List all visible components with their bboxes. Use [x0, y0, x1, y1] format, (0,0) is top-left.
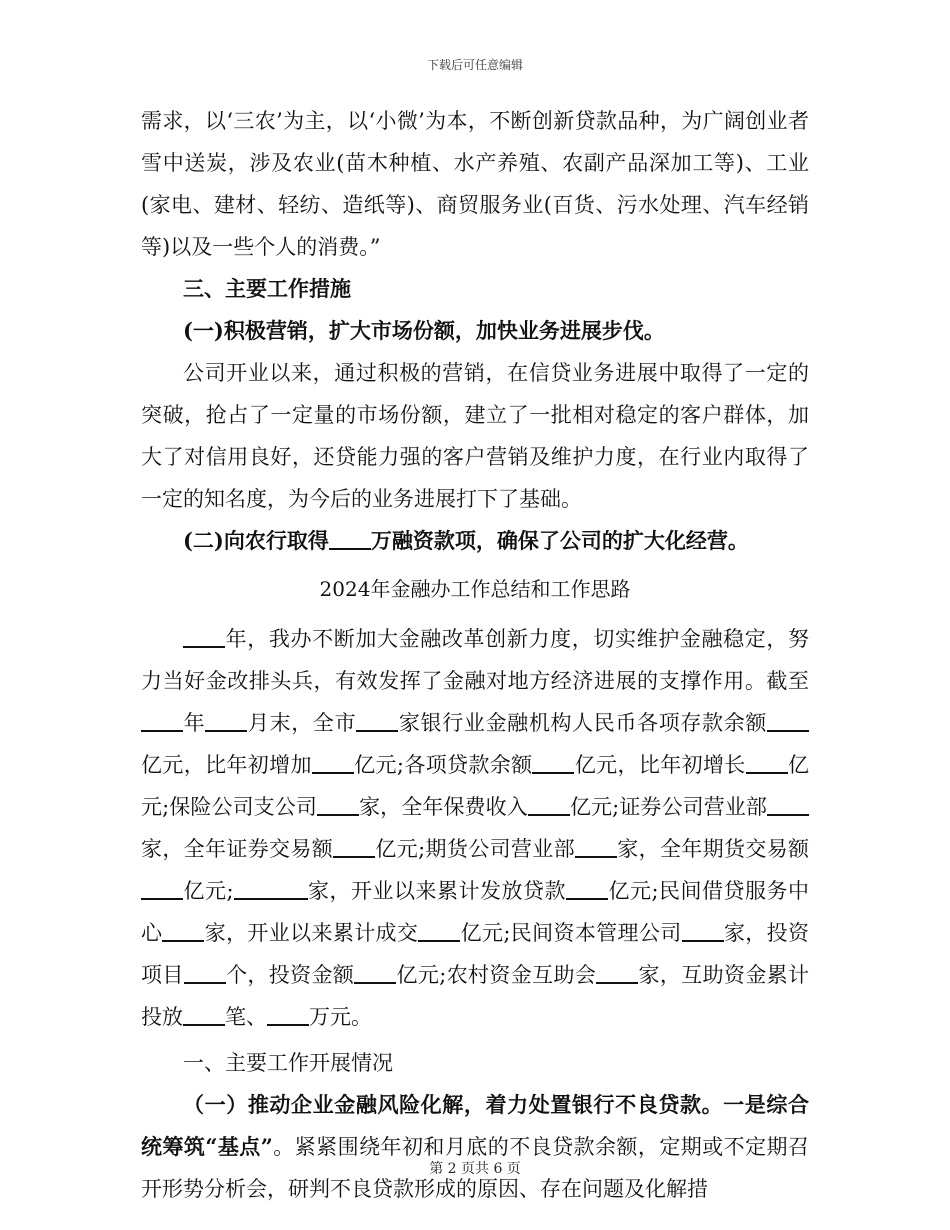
paragraph-continued: 需求，以‘三农’为主，以‘小微’为本，不断创新贷款品种，为广阔创业者雪中送炭，涉及农业(苗木种植、水产养殖、农副产品深加工等)、工业(家电、建材、轻纺、造纸等)、商贸服务业(百货、污水处理、汽车经销等)以及一些个人的消费。”	[141, 109, 809, 259]
text-run: 年，我办不断加大金融改革创新力度，切实维护金融稳定，努力当好金改排头兵，有效发挥了金融对地方经济进展的支撑作用。截至	[141, 627, 809, 693]
page-header: 下载后可任意编辑	[426, 58, 523, 72]
text-run: 笔、	[225, 1005, 267, 1029]
blank-underline	[205, 710, 247, 732]
blank-underline	[329, 528, 371, 550]
blank-underline	[528, 794, 570, 816]
text-run: 亿元;期货公司营业部	[375, 837, 575, 861]
section-heading-1: 一、主要工作开展情况	[183, 1051, 393, 1075]
blank-underline	[566, 878, 608, 900]
text-run: 年	[183, 711, 206, 735]
document-body	[141, 100, 809, 1210]
text-run: 家，全年保费收入	[358, 795, 528, 819]
text-run: 家，互助资金累计投放	[141, 963, 810, 1029]
text-run: 家，全年期货交易额	[616, 837, 810, 861]
blank-underline	[183, 1004, 225, 1026]
text-run: 亿元，比年初增加	[141, 753, 312, 777]
blank-underline	[312, 752, 354, 774]
text-run: 亿元;保险公司支公司	[141, 753, 810, 819]
text-run: 亿元，比年初增长	[574, 753, 746, 777]
blank-underline	[317, 794, 359, 816]
blank-underline	[532, 752, 574, 774]
blank-underline	[596, 962, 638, 984]
subsection-heading-3-1: (一)积极营销，扩大市场份额，加快业务进展步伐。	[183, 318, 665, 343]
blank-underline	[234, 878, 308, 900]
text-run: 亿元;民间借贷服务中心	[141, 879, 809, 945]
text-run: 万元。	[309, 1005, 372, 1029]
text-run: 家，开业以来累计成交	[204, 921, 419, 945]
section-heading-3: 三、主要工作措施	[183, 276, 351, 301]
text-run: 家，开业以来累计发放贷款	[307, 879, 566, 903]
text-run: 个，投资金额	[225, 963, 355, 987]
text-run: 家银行业金融机构人民币各项存款余额	[398, 711, 768, 735]
blank-underline	[418, 920, 460, 942]
document-title: 2024年金融办工作总结和工作思路	[319, 577, 631, 601]
text-run: 。紧紧围绕年初和月底的不良贷款余额，定期或不定期召开形势分析会，研判不良贷款形成的原因、存在问题及化解措	[141, 1135, 809, 1201]
blank-underline	[141, 878, 183, 900]
text-run: 家，投资项目	[141, 921, 810, 987]
heading-text: (二)向农行取得	[183, 528, 329, 553]
blank-underline	[575, 836, 617, 858]
text-run: 亿元;农村资金互助会	[396, 963, 597, 987]
paragraph-marketing: 公司开业以来，通过积极的营销，在信贷业务进展中取得了一定的突破，抢占了一定量的市场份额，建立了一批相对稳定的客户群体，加大了对信用良好，还贷能力强的客户营销及维护力度，在行业内取得了一定的知名度，为今后的业务进展打下了基础。	[141, 361, 809, 511]
blank-underline	[184, 962, 226, 984]
subsection-heading-3-2	[141, 520, 809, 562]
text-run: 家，全年证券交易额	[141, 837, 334, 861]
paragraph-risk	[141, 1084, 809, 1210]
text-run: 亿元;各项贷款余额	[353, 753, 533, 777]
blank-underline	[354, 962, 396, 984]
blank-underline	[183, 626, 225, 648]
bold-lead: （一）推动企业金融风险化解，着力处置银行不良贷款。一是综合统筹筑“基点”	[141, 1092, 809, 1159]
text-run: 月末，全市	[247, 711, 357, 735]
text-run: 亿元;证券公司营业部	[569, 795, 768, 819]
blank-underline	[767, 794, 809, 816]
heading-text: 万融资款项，确保了公司的扩大化经营。	[370, 528, 749, 553]
blank-underline	[162, 920, 204, 942]
page-footer: 第 2 页共 6 页	[429, 1161, 521, 1177]
paragraph-summary	[141, 618, 809, 1038]
blank-underline	[141, 710, 183, 732]
text-run: 亿元;	[183, 879, 234, 903]
blank-underline	[333, 836, 375, 858]
blank-underline	[267, 1004, 309, 1026]
blank-underline	[767, 710, 809, 732]
text-run: 亿元;民间资本管理公司	[460, 921, 682, 945]
blank-underline	[682, 920, 724, 942]
blank-underline	[356, 710, 398, 732]
blank-underline	[746, 752, 788, 774]
